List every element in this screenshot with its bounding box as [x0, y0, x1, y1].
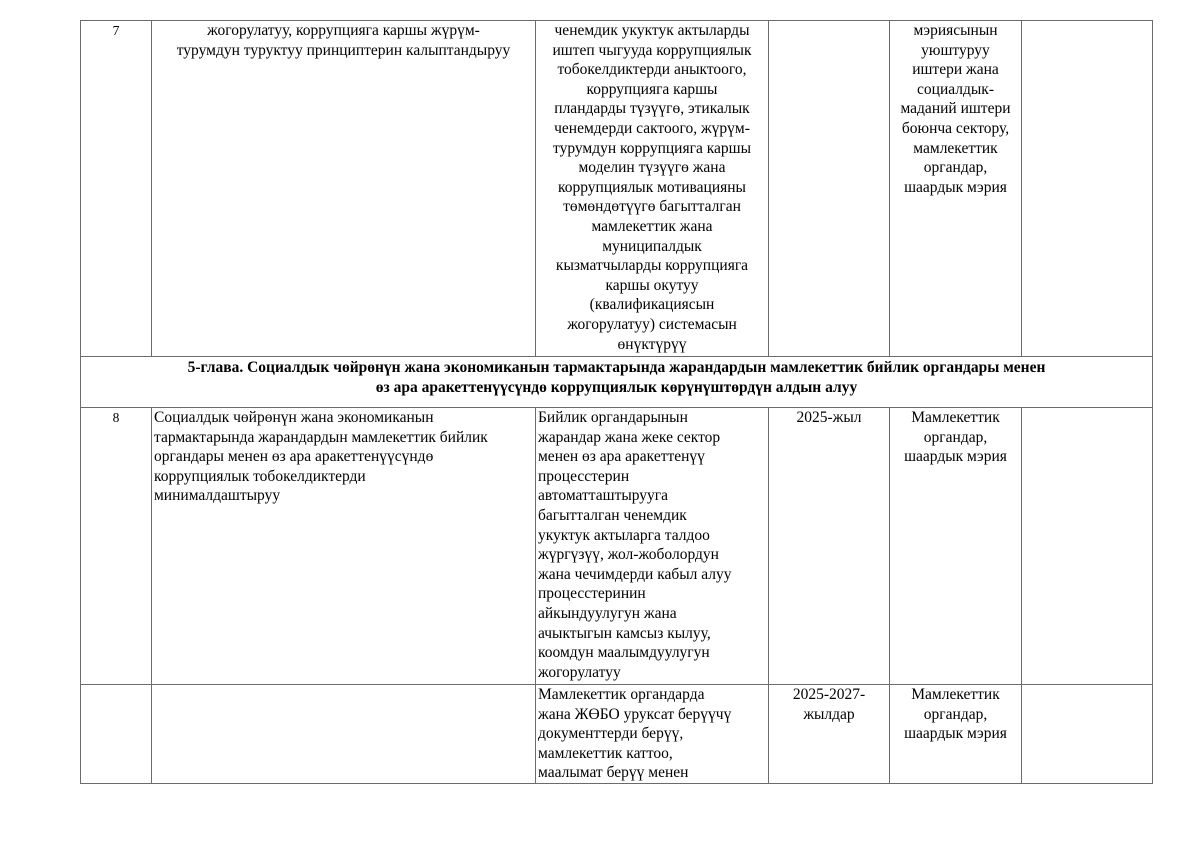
chapter-heading-text: 5-глава. Социалдык чөйрөнүн жана экономиканын тармактарында жарандардын мамлекеттик бийлик органдары менен өз ара аракеттенүүсүндө коррупциялык көрүнүштөрдүн алдын алуу — [187, 359, 1046, 396]
measure-cell — [152, 408, 536, 685]
action-cell — [536, 21, 769, 357]
executor-cell — [890, 408, 1022, 685]
row-number — [81, 685, 152, 784]
note-cell — [1022, 21, 1153, 357]
note-cell — [1022, 685, 1153, 784]
chapter-heading-row — [81, 357, 1153, 408]
table-row — [81, 685, 1153, 784]
measure-text: Социалдык чөйрөнүн жана экономиканын тармактарында жарандардын мамлекеттик бийлик органдары менен өз ара аракеттенүүсүндө коррупциялык тобокелдиктерди минималдаштыруу — [154, 409, 488, 505]
table-row — [81, 408, 1153, 685]
row-number: 7 — [81, 21, 152, 357]
measure-text: жогорулатуу, коррупцияга каршы жүрүм- турумдун туруктуу принциптерин калыптандыруу — [176, 22, 511, 59]
term-cell — [769, 685, 890, 784]
executor-cell — [890, 685, 1022, 784]
executor-text: мэриясынын уюштуруу иштери жана социалдык- маданий иштери боюнча сектору, мамлекеттик органдар, шаардык мэрия — [900, 22, 1011, 196]
term-text: 2025-2027- жылдар — [792, 686, 866, 723]
term-cell — [769, 21, 890, 357]
measure-cell — [152, 685, 536, 784]
action-text: ченемдик укуктук актыларды иштеп чыгууда коррупциялык тобокелдиктерди аныктоого, коррупцияга каршы пландарды түзүүгө, этикалык ченемдерди сактоого, жүрүм- турумдун коррупцияга каршы моделин түзүүгө жана коррупциялык мотивацияны төмөндөтүүгө багытталган мамлекеттик жана муниципалдык кызматчыларды коррупцияга каршы окутуу (квалификациясын жогорулатуу) системасын өнүктүрүү — [552, 22, 752, 353]
action-cell — [536, 408, 769, 685]
row-number: 8 — [81, 408, 152, 685]
action-text: Бийлик органдарынын жарандар жана жеке сектор менен өз ара аракеттенүү процесстерин автоматташтырууга багытталган ченемдик укуктук актыларга талдоо жүргүзүү, жол-жоболордун жана чечимдерди кабыл алуу процесстеринин айкындуулугун жана ачыктыгын камсыз кылуу, коомдун маалымдуулугун жогорулатуу — [538, 409, 732, 681]
chapter-heading — [81, 357, 1153, 408]
note-cell — [1022, 408, 1153, 685]
term-text: 2025-жыл — [796, 409, 862, 426]
executor-text: Мамлекеттик органдар, шаардык мэрия — [904, 686, 1007, 743]
action-text: Мамлекеттик органдарда жана ЖӨБО уруксат берүүчү документтерди берүү, мамлекеттик каттоо, маалымат берүү менен — [538, 686, 732, 782]
term-cell — [769, 408, 890, 685]
measures-table — [80, 20, 1153, 784]
executor-text: Мамлекеттик органдар, шаардык мэрия — [904, 409, 1007, 466]
action-cell — [536, 685, 769, 784]
table-row — [81, 21, 1153, 357]
executor-cell — [890, 21, 1022, 357]
measure-cell — [152, 21, 536, 357]
